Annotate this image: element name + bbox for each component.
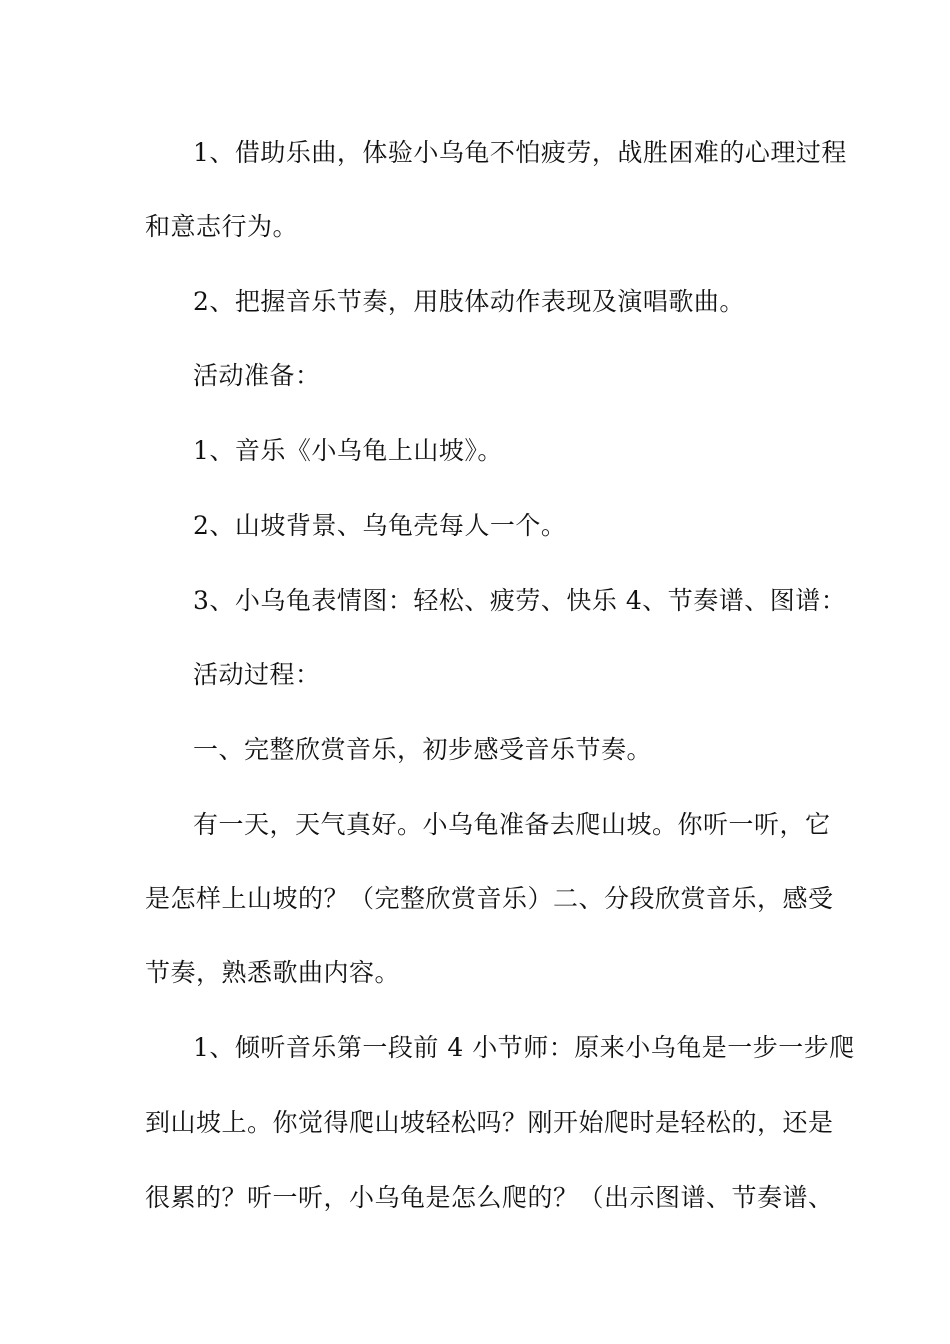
paragraph-line-7: 3、小乌龟表情图：轻松、疲劳、快乐 4、节奏谱、图谱： [193, 586, 847, 615]
paragraph-line-13: 1、倾听音乐第一段前 4 小节师：原来小乌龟是一步一步爬 [193, 1033, 855, 1062]
paragraph-line-14: 到山坡上。你觉得爬山坡轻松吗？刚开始爬时是轻松的，还是 [145, 1108, 834, 1137]
paragraph-line-9: 一、完整欣赏音乐，初步感受音乐节奏。 [193, 735, 653, 764]
paragraph-line-3: 2、把握音乐节奏，用肢体动作表现及演唱歌曲。 [193, 287, 745, 316]
section-heading-process: 活动过程： [193, 660, 321, 689]
paragraph-line-11: 是怎样上山坡的？（完整欣赏音乐）二、分段欣赏音乐，感受 [145, 884, 834, 913]
section-heading-preparation: 活动准备： [193, 361, 321, 390]
paragraph-line-12: 节奏，熟悉歌曲内容。 [145, 958, 401, 987]
paragraph-line-1: 1、借助乐曲，体验小乌龟不怕疲劳，战胜困难的心理过程 [193, 138, 847, 167]
paragraph-line-2: 和意志行为。 [145, 212, 299, 241]
paragraph-line-15: 很累的？听一听，小乌龟是怎么爬的？（出示图谱、节奏谱、 [145, 1183, 834, 1212]
paragraph-line-10: 有一天，天气真好。小乌龟准备去爬山坡。你听一听，它 [193, 810, 831, 839]
paragraph-line-6: 2、山坡背景、乌龟壳每人一个。 [193, 511, 567, 540]
paragraph-line-5: 1、音乐《小乌龟上山坡》。 [193, 436, 503, 465]
